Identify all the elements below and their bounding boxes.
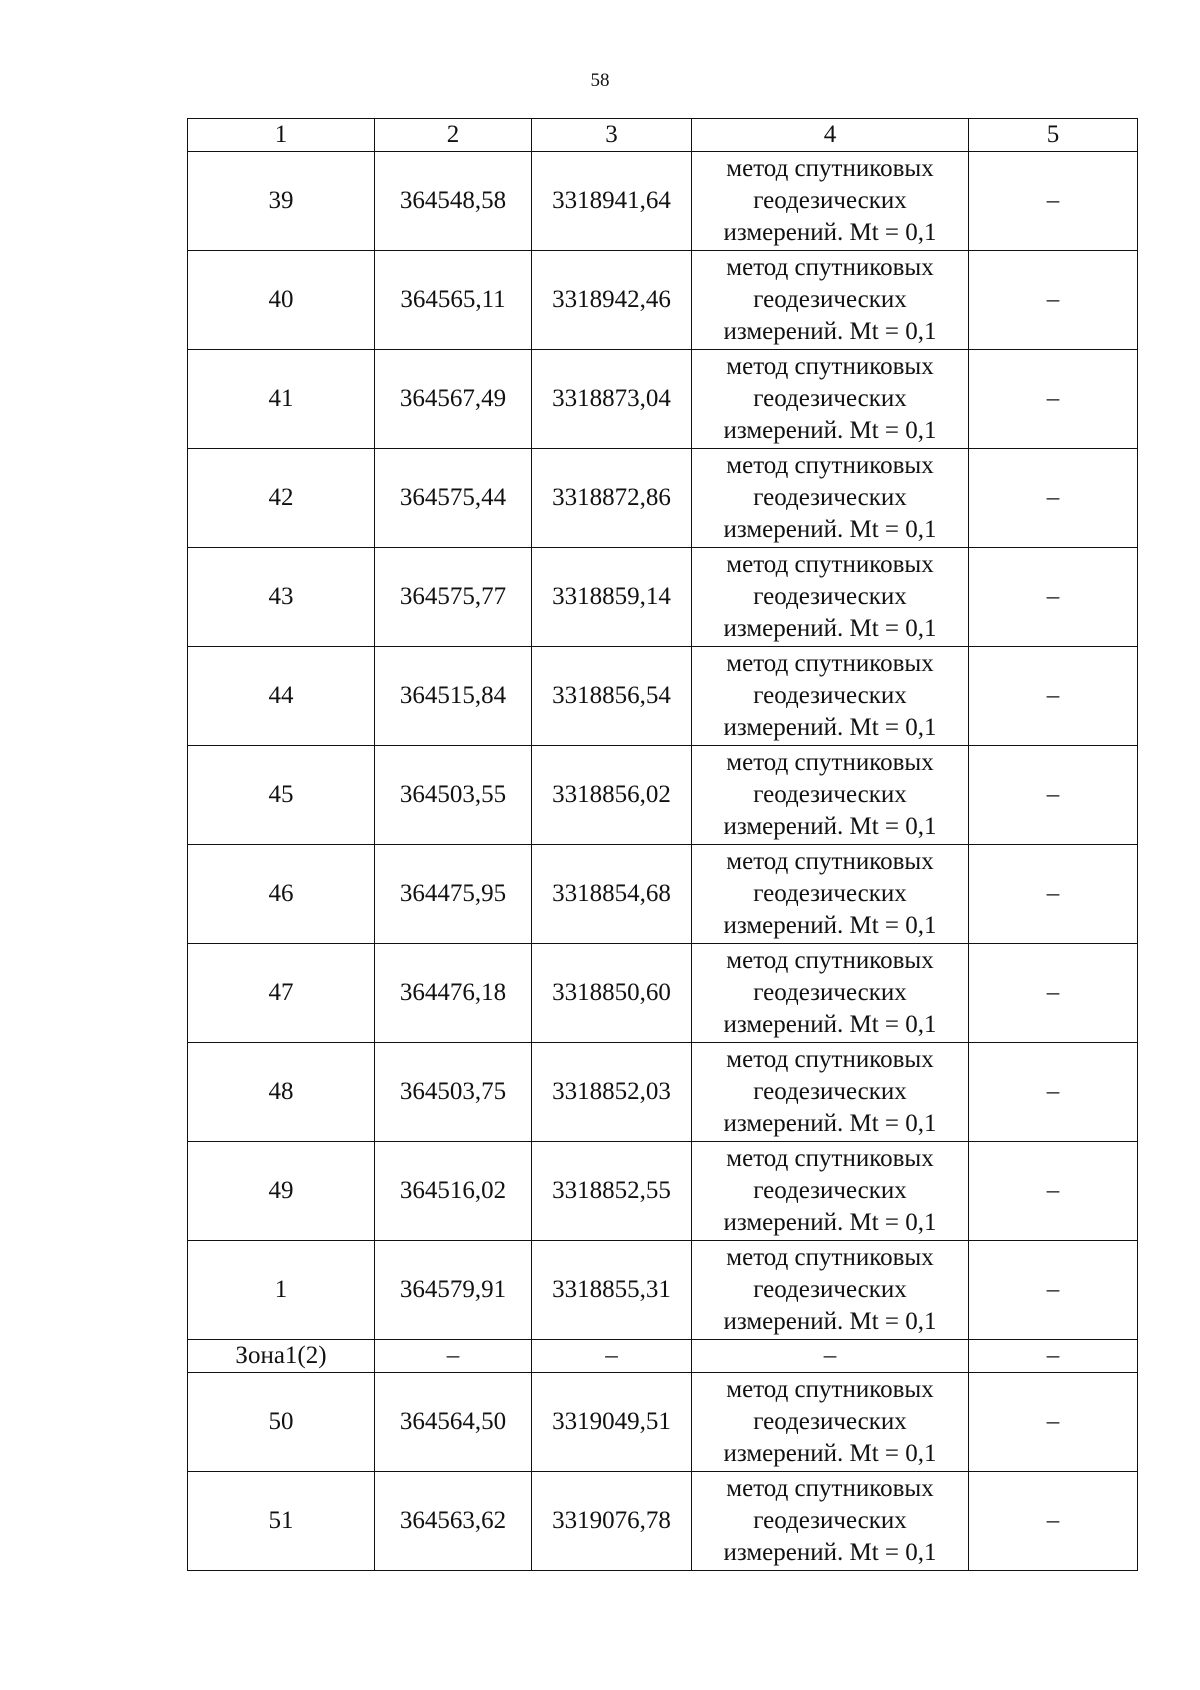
method-line: метод спутниковых	[726, 1475, 934, 1502]
point-number-cell: 44	[188, 647, 375, 746]
point-number-cell: 48	[188, 1043, 375, 1142]
coordinate-x-cell: 364565,11	[375, 251, 532, 350]
coordinate-x-cell: 364567,49	[375, 350, 532, 449]
coordinate-y-cell: 3318941,64	[532, 152, 692, 251]
coordinate-y-cell: 3318942,46	[532, 251, 692, 350]
table-row	[188, 1472, 1138, 1571]
method-cell	[692, 647, 969, 746]
coordinate-y-cell: 3319049,51	[532, 1373, 692, 1472]
accuracy-cell: –	[969, 1142, 1138, 1241]
method-line: геодезических	[753, 1408, 907, 1435]
table-row	[188, 647, 1138, 746]
method-line: метод спутниковых	[726, 1244, 934, 1271]
coordinate-x-cell: 364575,77	[375, 548, 532, 647]
method-line: измерений. Mt = 0,1	[723, 1308, 937, 1335]
accuracy-cell: –	[969, 1340, 1138, 1373]
method-line: геодезических	[753, 1177, 907, 1204]
header-col-2: 2	[375, 119, 532, 152]
coordinate-y-cell: 3318852,55	[532, 1142, 692, 1241]
table-row	[188, 449, 1138, 548]
point-number-cell: 39	[188, 152, 375, 251]
method-cell	[692, 1340, 969, 1373]
coordinate-y-cell: 3318856,54	[532, 647, 692, 746]
table-row	[188, 845, 1138, 944]
point-number-cell: 51	[188, 1472, 375, 1571]
coordinate-y-cell: 3319076,78	[532, 1472, 692, 1571]
method-line: метод спутниковых	[726, 452, 934, 479]
coordinates-table	[187, 118, 1138, 1571]
point-number-cell: 42	[188, 449, 375, 548]
method-line: геодезических	[753, 682, 907, 709]
accuracy-cell: –	[969, 251, 1138, 350]
table-row	[188, 746, 1138, 845]
method-line: геодезических	[753, 1078, 907, 1105]
header-col-5: 5	[969, 119, 1138, 152]
method-line: геодезических	[753, 385, 907, 412]
method-line: метод спутниковых	[726, 353, 934, 380]
method-line: измерений. Mt = 0,1	[723, 813, 937, 840]
point-number-cell: 41	[188, 350, 375, 449]
method-line: метод спутниковых	[726, 254, 934, 281]
point-number-cell: Зона1(2)	[188, 1340, 375, 1373]
coordinate-y-cell: 3318873,04	[532, 350, 692, 449]
method-line: геодезических	[753, 583, 907, 610]
point-number-cell: 45	[188, 746, 375, 845]
coordinate-x-cell: 364564,50	[375, 1373, 532, 1472]
method-line: геодезических	[753, 1507, 907, 1534]
coordinate-x-cell: 364579,91	[375, 1241, 532, 1340]
point-number-cell: 50	[188, 1373, 375, 1472]
coordinate-x-cell: 364516,02	[375, 1142, 532, 1241]
point-number-cell: 43	[188, 548, 375, 647]
coordinate-x-cell: 364476,18	[375, 944, 532, 1043]
accuracy-cell: –	[969, 1043, 1138, 1142]
method-cell	[692, 251, 969, 350]
coordinate-x-cell: 364503,55	[375, 746, 532, 845]
accuracy-cell: –	[969, 1472, 1138, 1571]
accuracy-cell: –	[969, 944, 1138, 1043]
table-row	[188, 1142, 1138, 1241]
method-line: метод спутниковых	[726, 551, 934, 578]
page-number: 58	[590, 70, 610, 91]
table-row	[188, 1043, 1138, 1142]
method-cell	[692, 1043, 969, 1142]
coordinate-y-cell: 3318872,86	[532, 449, 692, 548]
method-line: измерений. Mt = 0,1	[723, 219, 937, 246]
method-line: геодезических	[753, 484, 907, 511]
method-line: метод спутниковых	[726, 155, 934, 182]
accuracy-cell: –	[969, 350, 1138, 449]
method-cell	[692, 449, 969, 548]
accuracy-cell: –	[969, 845, 1138, 944]
table-row	[188, 152, 1138, 251]
coordinate-x-cell: 364563,62	[375, 1472, 532, 1571]
point-number-cell: 40	[188, 251, 375, 350]
method-line: измерений. Mt = 0,1	[723, 615, 937, 642]
table-row	[188, 548, 1138, 647]
header-col-3: 3	[532, 119, 692, 152]
table-row	[188, 350, 1138, 449]
accuracy-cell: –	[969, 746, 1138, 845]
accuracy-cell: –	[969, 449, 1138, 548]
method-line: геодезических	[753, 187, 907, 214]
method-cell	[692, 944, 969, 1043]
coordinate-x-cell: 364475,95	[375, 845, 532, 944]
method-line: измерений. Mt = 0,1	[723, 714, 937, 741]
method-line: метод спутниковых	[726, 947, 934, 974]
method-line: метод спутниковых	[726, 749, 934, 776]
method-line: геодезических	[753, 979, 907, 1006]
method-line: геодезических	[753, 880, 907, 907]
table-row	[188, 251, 1138, 350]
header-col-1: 1	[188, 119, 375, 152]
point-number-cell: 47	[188, 944, 375, 1043]
table-row	[188, 1373, 1138, 1472]
method-cell	[692, 548, 969, 647]
method-line: измерений. Mt = 0,1	[723, 417, 937, 444]
coordinate-y-cell: 3318854,68	[532, 845, 692, 944]
coordinate-x-cell: –	[375, 1340, 532, 1373]
accuracy-cell: –	[969, 1241, 1138, 1340]
method-cell	[692, 1472, 969, 1571]
point-number-cell: 1	[188, 1241, 375, 1340]
method-line: измерений. Mt = 0,1	[723, 1011, 937, 1038]
method-cell	[692, 1142, 969, 1241]
coordinate-y-cell: –	[532, 1340, 692, 1373]
method-line: геодезических	[753, 1276, 907, 1303]
coordinate-y-cell: 3318856,02	[532, 746, 692, 845]
coordinate-y-cell: 3318855,31	[532, 1241, 692, 1340]
table-body	[188, 152, 1138, 1571]
method-cell	[692, 746, 969, 845]
method-line: измерений. Mt = 0,1	[723, 1209, 937, 1236]
method-line: метод спутниковых	[726, 1145, 934, 1172]
accuracy-cell: –	[969, 152, 1138, 251]
method-line: измерений. Mt = 0,1	[723, 318, 937, 345]
method-line: метод спутниковых	[726, 1376, 934, 1403]
method-cell	[692, 152, 969, 251]
method-line: измерений. Mt = 0,1	[723, 1110, 937, 1137]
method-line: –	[823, 1342, 837, 1369]
method-line: измерений. Mt = 0,1	[723, 516, 937, 543]
method-cell	[692, 845, 969, 944]
accuracy-cell: –	[969, 647, 1138, 746]
coordinate-y-cell: 3318850,60	[532, 944, 692, 1043]
zone-separator-row	[188, 1340, 1138, 1373]
coordinate-x-cell: 364548,58	[375, 152, 532, 251]
method-cell	[692, 350, 969, 449]
method-line: метод спутниковых	[726, 848, 934, 875]
method-cell	[692, 1373, 969, 1472]
coordinate-y-cell: 3318852,03	[532, 1043, 692, 1142]
method-line: геодезических	[753, 781, 907, 808]
method-line: измерений. Mt = 0,1	[723, 912, 937, 939]
accuracy-cell: –	[969, 1373, 1138, 1472]
table-row	[188, 1241, 1138, 1340]
header-col-4: 4	[692, 119, 969, 152]
table-row	[188, 944, 1138, 1043]
table-header-row	[188, 119, 1138, 152]
method-line: метод спутниковых	[726, 650, 934, 677]
coordinate-y-cell: 3318859,14	[532, 548, 692, 647]
point-number-cell: 49	[188, 1142, 375, 1241]
coordinate-x-cell: 364515,84	[375, 647, 532, 746]
point-number-cell: 46	[188, 845, 375, 944]
coordinate-x-cell: 364503,75	[375, 1043, 532, 1142]
method-line: измерений. Mt = 0,1	[723, 1539, 937, 1566]
coordinate-x-cell: 364575,44	[375, 449, 532, 548]
method-line: измерений. Mt = 0,1	[723, 1440, 937, 1467]
method-cell	[692, 1241, 969, 1340]
accuracy-cell: –	[969, 548, 1138, 647]
method-line: геодезических	[753, 286, 907, 313]
method-line: метод спутниковых	[726, 1046, 934, 1073]
